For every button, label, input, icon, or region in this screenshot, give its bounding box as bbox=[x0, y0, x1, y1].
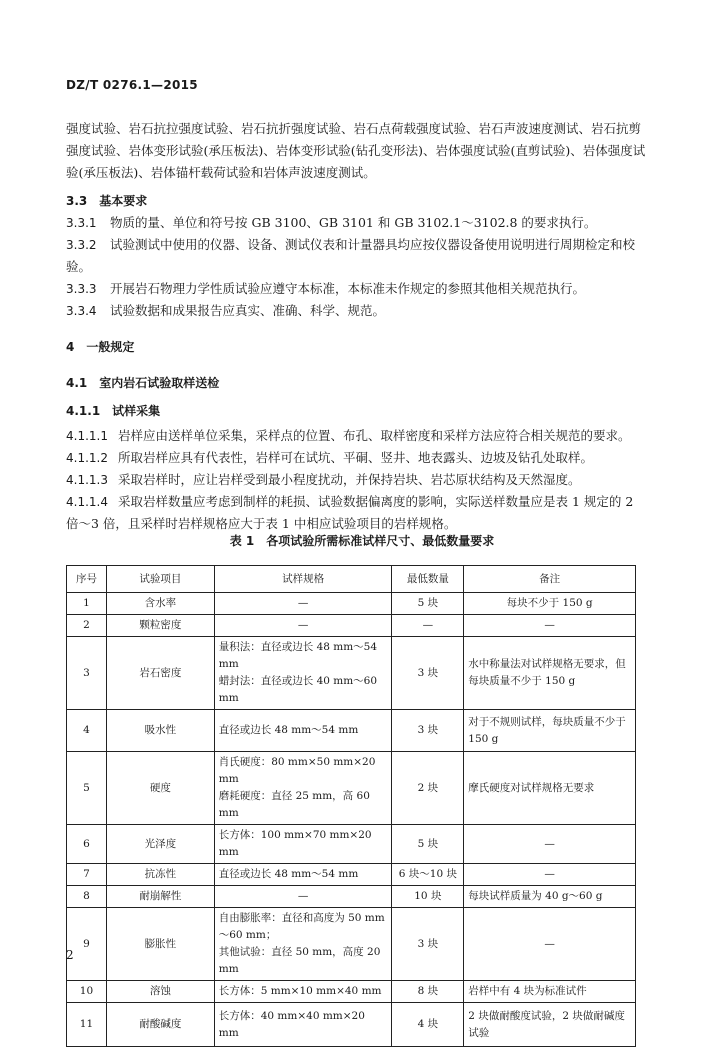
table-row bbox=[67, 752, 636, 825]
clause-text: 采取岩样时，应让岩样受到最小程度扰动，并保持岩块、岩芯原状结构及天然湿度。 bbox=[118, 472, 581, 487]
clause-text: 试验数据和成果报告应真实、准确、科学、规范。 bbox=[110, 303, 386, 318]
cell-note: — bbox=[464, 825, 636, 864]
cell-note: 对于不规则试样，每块质量不少于 150 g bbox=[464, 710, 636, 752]
cell-item: 耐酸碱度 bbox=[106, 1003, 214, 1047]
table-row bbox=[67, 1003, 636, 1047]
clause-text: 岩样应由送样单位采集，采样点的位置、布孔、取样密度和采样方法应符合相关规范的要求。 bbox=[118, 428, 631, 443]
cell-no: 4 bbox=[67, 710, 107, 752]
cell-item: 膨胀性 bbox=[106, 908, 214, 981]
clause-number: 3.3.4 bbox=[66, 304, 97, 318]
table-header-row bbox=[67, 566, 636, 593]
cell-note: 水中称量法对试样规格无要求，但每块质量不少于 150 g bbox=[464, 637, 636, 710]
cell-item: 耐崩解性 bbox=[106, 886, 214, 908]
clause-4-1-1-2 bbox=[66, 447, 646, 469]
cell-note: 每块试样质量为 40 g～60 g bbox=[464, 886, 636, 908]
clause-4-1-1-3 bbox=[66, 469, 646, 491]
cell-qty: — bbox=[392, 615, 464, 637]
cell-item: 溶蚀 bbox=[106, 981, 214, 1003]
page-number: 2 bbox=[66, 948, 74, 962]
cell-qty: 3 块 bbox=[392, 710, 464, 752]
cell-spec: 直径或边长 48 mm～54 mm bbox=[214, 710, 392, 752]
section-4-heading: 4 一般规定 bbox=[66, 340, 135, 354]
cell-no: 9 bbox=[67, 908, 107, 981]
cell-spec: 直径或边长 48 mm～54 mm bbox=[214, 864, 392, 886]
header-note: 备注 bbox=[464, 566, 636, 593]
cell-qty: 5 块 bbox=[392, 825, 464, 864]
clause-4-1-1-1 bbox=[66, 425, 646, 447]
clause-3-3-2 bbox=[66, 234, 646, 278]
cell-qty: 2 块 bbox=[392, 752, 464, 825]
cell-qty: 3 块 bbox=[392, 637, 464, 710]
cell-item: 岩石密度 bbox=[106, 637, 214, 710]
clause-number: 3.3.2 bbox=[66, 238, 97, 252]
cell-note: 2 块做耐酸度试验，2 块做耐碱度试验 bbox=[464, 1003, 636, 1047]
section-4-1-1-heading: 4.1.1 试样采集 bbox=[66, 404, 161, 418]
header-qty: 最低数量 bbox=[392, 566, 464, 593]
cell-qty: 3 块 bbox=[392, 908, 464, 981]
standard-code: DZ/T 0276.1—2015 bbox=[66, 78, 198, 92]
clause-3-3-4 bbox=[66, 300, 646, 322]
cell-spec: 量积法：直径或边长 48 mm～54 mm 蜡封法：直径或边长 40 mm～60 mm bbox=[214, 637, 392, 710]
table-row bbox=[67, 908, 636, 981]
clause-text: 物质的量、单位和符号按 GB 3100、GB 3101 和 GB 3102.1～3102.8 的要求执行。 bbox=[110, 215, 597, 230]
table-row bbox=[67, 825, 636, 864]
cell-note: 摩氏硬度对试样规格无要求 bbox=[464, 752, 636, 825]
section-4-1-heading: 4.1 室内岩石试验取样送检 bbox=[66, 376, 220, 390]
cell-note: 岩样中有 4 块为标准试件 bbox=[464, 981, 636, 1003]
cell-qty: 10 块 bbox=[392, 886, 464, 908]
table-title: 表 1 各项试验所需标准试样尺寸、最低数量要求 bbox=[229, 534, 495, 548]
header-no: 序号 bbox=[67, 566, 107, 593]
clause-number: 4.1.1.2 bbox=[66, 451, 108, 465]
clause-4-1-1-4 bbox=[66, 491, 646, 535]
header-spec: 试样规格 bbox=[214, 566, 392, 593]
clause-text: 开展岩石物理力学性质试验应遵守本标准，本标准未作规定的参照其他相关规范执行。 bbox=[110, 281, 586, 296]
table-row bbox=[67, 593, 636, 615]
clause-3-3-3 bbox=[66, 278, 646, 300]
cell-note: — bbox=[464, 864, 636, 886]
cell-item: 光泽度 bbox=[106, 825, 214, 864]
cell-item: 吸水性 bbox=[106, 710, 214, 752]
clause-3-3-1 bbox=[66, 212, 646, 234]
cell-note: 每块不少于 150 g bbox=[464, 593, 636, 615]
cell-item: 颗粒密度 bbox=[106, 615, 214, 637]
cell-item: 硬度 bbox=[106, 752, 214, 825]
clause-number: 3.3.3 bbox=[66, 282, 97, 296]
table-row bbox=[67, 886, 636, 908]
clause-text: 试验测试中使用的仪器、设备、测试仪表和计量器具均应按仪器设备使用说明进行周期检定和校验。 bbox=[66, 237, 636, 274]
cell-spec: 长方体：100 mm×70 mm×20 mm bbox=[214, 825, 392, 864]
table-row bbox=[67, 981, 636, 1003]
cell-spec: — bbox=[214, 615, 392, 637]
clause-text: 采取岩样数量应考虑到制样的耗损、试验数据偏离度的影响，实际送样数量应是表 1 规定的 2 倍～3 倍，且采样时岩样规格应大于表 1 中相应试验项目的岩样规格。 bbox=[66, 494, 634, 531]
cell-spec: 自由膨胀率：直径和高度为 50 mm～60 mm； 其他试验：直径 50 mm，高度 20 mm bbox=[214, 908, 392, 981]
cell-no: 10 bbox=[67, 981, 107, 1003]
cell-no: 5 bbox=[67, 752, 107, 825]
table-row bbox=[67, 637, 636, 710]
cell-note: — bbox=[464, 908, 636, 981]
cell-item: 抗冻性 bbox=[106, 864, 214, 886]
cell-no: 11 bbox=[67, 1003, 107, 1047]
clause-number: 4.1.1.3 bbox=[66, 473, 108, 487]
cell-spec: 长方体：40 mm×40 mm×20 mm bbox=[214, 1003, 392, 1047]
cell-no: 2 bbox=[67, 615, 107, 637]
intro-paragraph: 强度试验、岩石抗拉强度试验、岩石抗折强度试验、岩石点荷载强度试验、岩石声波速度测试、岩石抗剪强度试验、岩体变形试验(承压板法)、岩体变形试验(钻孔变形法)、岩体强度试验(直剪试验)、岩体强度试验(承压板法)、岩体锚杆载荷试验和岩体声波速度测试。 bbox=[66, 121, 646, 180]
clause-text: 所取岩样应具有代表性，岩样可在试坑、平硐、竖井、地表露头、边坡及钻孔处取样。 bbox=[118, 450, 594, 465]
table-row bbox=[67, 615, 636, 637]
cell-no: 6 bbox=[67, 825, 107, 864]
header-item: 试验项目 bbox=[106, 566, 214, 593]
table-row bbox=[67, 710, 636, 752]
clause-number: 4.1.1.1 bbox=[66, 429, 108, 443]
clause-number: 4.1.1.4 bbox=[66, 495, 108, 509]
cell-qty: 4 块 bbox=[392, 1003, 464, 1047]
cell-spec: 长方体：5 mm×10 mm×40 mm bbox=[214, 981, 392, 1003]
cell-qty: 6 块～10 块 bbox=[392, 864, 464, 886]
clause-number: 3.3.1 bbox=[66, 216, 97, 230]
cell-spec: 肖氏硬度：80 mm×50 mm×20 mm 磨耗硬度：直径 25 mm，高 60 mm bbox=[214, 752, 392, 825]
requirements-table bbox=[66, 565, 636, 1047]
cell-no: 3 bbox=[67, 637, 107, 710]
cell-qty: 8 块 bbox=[392, 981, 464, 1003]
cell-spec: — bbox=[214, 593, 392, 615]
cell-item: 含水率 bbox=[106, 593, 214, 615]
cell-note: — bbox=[464, 615, 636, 637]
section-3-3-heading: 3.3 基本要求 bbox=[66, 194, 148, 208]
cell-no: 1 bbox=[67, 593, 107, 615]
table-row bbox=[67, 864, 636, 886]
cell-no: 7 bbox=[67, 864, 107, 886]
cell-spec: — bbox=[214, 886, 392, 908]
cell-qty: 5 块 bbox=[392, 593, 464, 615]
cell-no: 8 bbox=[67, 886, 107, 908]
